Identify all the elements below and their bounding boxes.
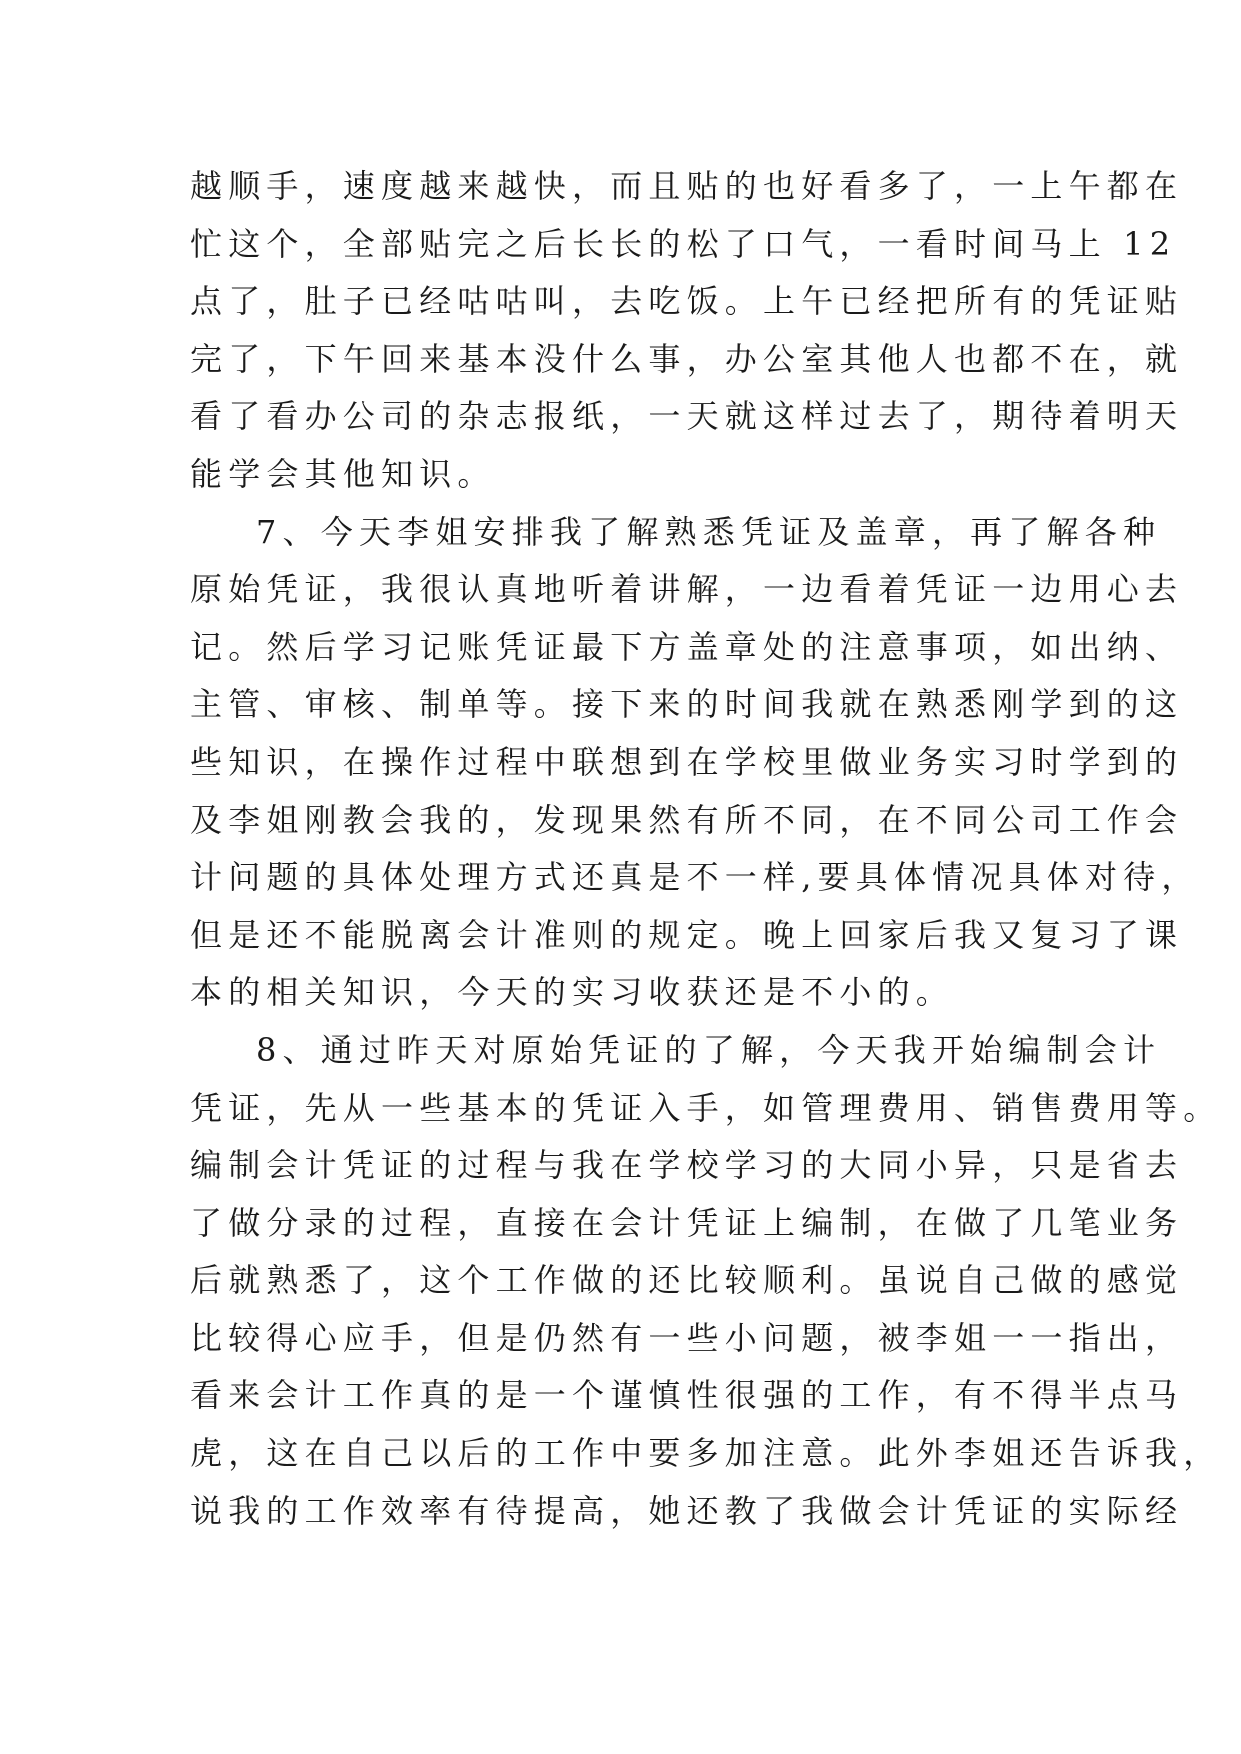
text-line: 原始凭证，我很认真地听着讲解，一边看着凭证一边用心去 xyxy=(190,570,1184,609)
text-line: 说我的工作效率有待提高，她还教了我做会计凭证的实际经 xyxy=(190,1491,1184,1530)
text-line: 些知识，在操作过程中联想到在学校里做业务实习时学到的 xyxy=(190,742,1184,781)
text-line: 了做分录的过程，直接在会计凭证上编制，在做了几笔业务 xyxy=(190,1203,1184,1242)
text-line: 看来会计工作真的是一个谨慎性很强的工作，有不得半点马 xyxy=(190,1376,1184,1415)
text-line: 记。然后学习记账凭证最下方盖章处的注意事项，如出纳、 xyxy=(190,627,1184,666)
text-line: 能学会其他知识。 xyxy=(190,454,496,493)
text-line: 看了看办公司的杂志报纸，一天就这样过去了，期待着明天 xyxy=(190,397,1184,436)
text-line: 凭证，先从一些基本的凭证入手，如管理费用、销售费用等。 xyxy=(190,1088,1222,1127)
paragraph-day-8 xyxy=(190,1022,1222,1540)
text-line: 主管、审核、制单等。接下来的时间我就在熟悉刚学到的这 xyxy=(190,685,1184,724)
text-line: 越顺手，速度越来越快，而且贴的也好看多了，一上午都在 xyxy=(190,167,1184,205)
text-line: 本的相关知识，今天的实习收获还是不小的。 xyxy=(190,973,955,1012)
text-line: 忙这个，全部贴完之后长长的松了口气，一看时间马上 12 xyxy=(190,224,1177,263)
text-line: 后就熟悉了，这个工作做的还比较顺利。虽说自己做的感觉 xyxy=(190,1261,1184,1300)
text-line: 完了，下午回来基本没什么事，办公室其他人也都不在，就 xyxy=(190,339,1184,378)
text-line: 编制会计凭证的过程与我在学校学习的大同小异，只是省去 xyxy=(190,1146,1184,1185)
text-line: 7、今天李姐安排我了解熟悉凭证及盖章，再了解各种 xyxy=(256,512,1162,551)
text-line: 但是还不能脱离会计准则的规定。晚上回家后我又复习了课 xyxy=(190,915,1184,954)
paragraph-day-7 xyxy=(190,504,1200,1022)
text-line: 及李姐刚教会我的，发现果然有所不同，在不同公司工作会 xyxy=(190,800,1184,839)
body-text xyxy=(190,158,1222,1540)
text-line: 计问题的具体处理方式还真是不一样,要具体情况具体对待， xyxy=(190,858,1200,897)
text-line: 比较得心应手，但是仍然有一些小问题，被李姐一一指出， xyxy=(190,1318,1184,1357)
text-line: 虎，这在自己以后的工作中要多加注意。此外李姐还告诉我， xyxy=(190,1434,1222,1473)
text-line: 点了，肚子已经咕咕叫，去吃饭。上午已经把所有的凭证贴 xyxy=(190,282,1184,321)
paragraph-continuation xyxy=(190,158,1184,504)
text-line: 8、通过昨天对原始凭证的了解，今天我开始编制会计 xyxy=(256,1030,1162,1069)
